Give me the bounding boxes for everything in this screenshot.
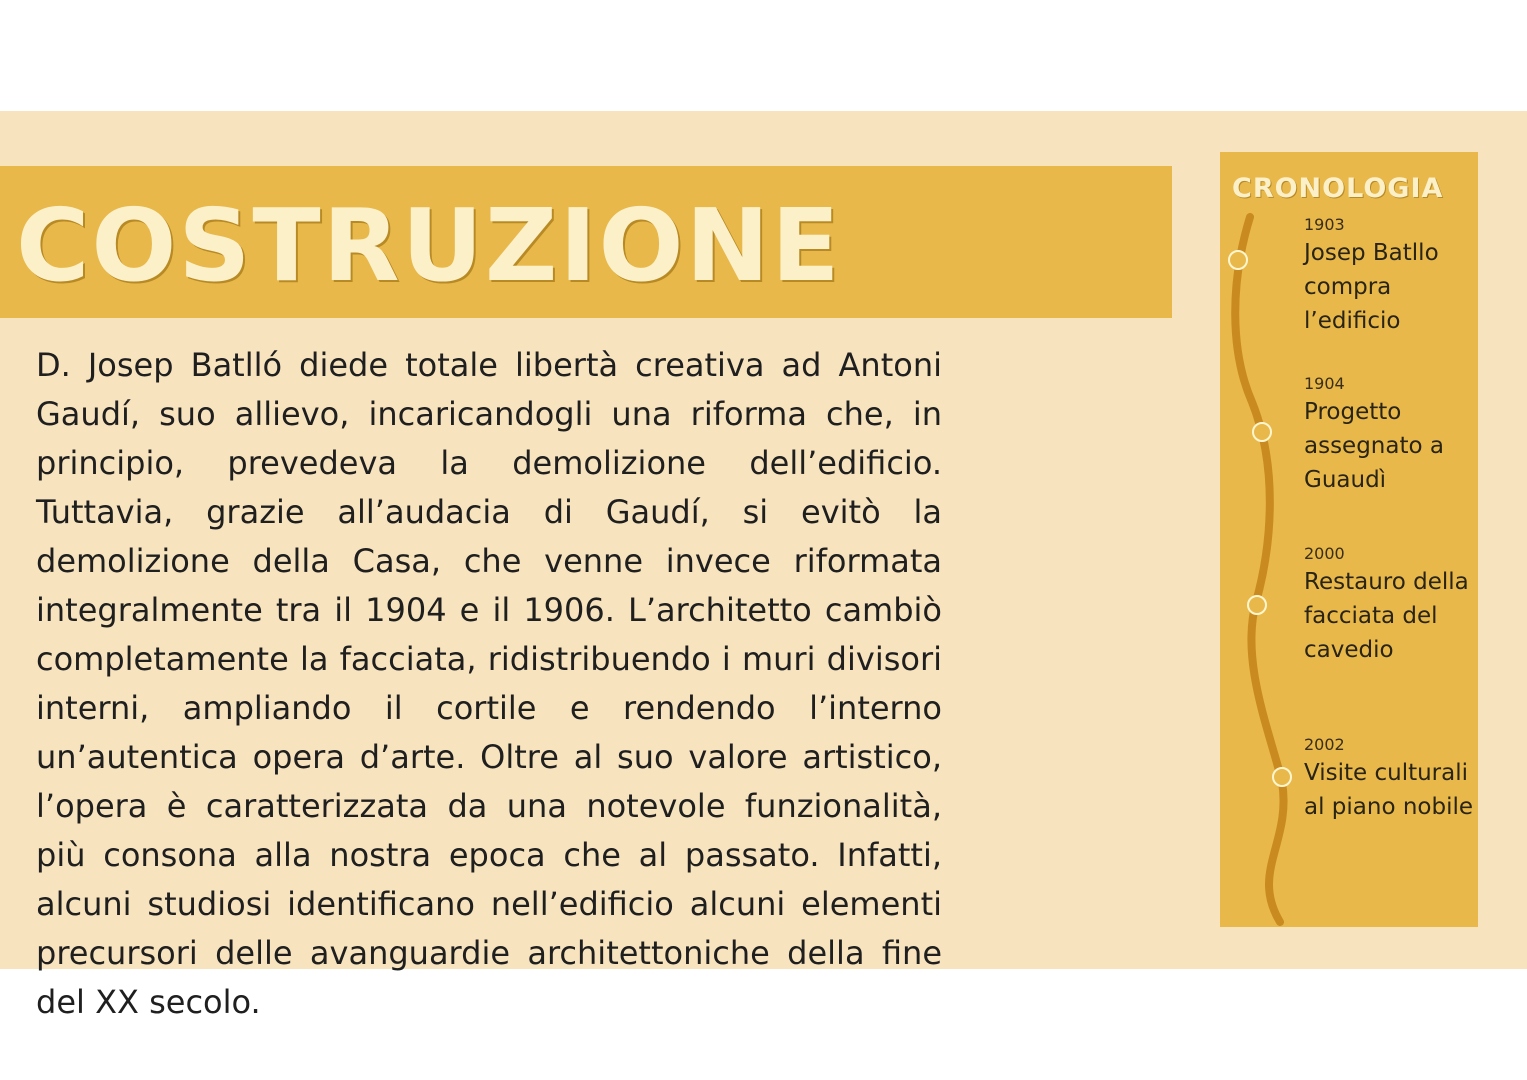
timeline-dot	[1252, 422, 1272, 442]
body-paragraph: D. Josep Batlló diede totale libertà creativa ad Antoni Gaudí, suo allievo, incaricandogli una riforma che, in principio, prevedeva la demolizione dell’edificio. Tuttavia, grazie all’audacia di Gaudí, si evitò la demolizione della Casa, che venne invece riformata integralmente tra il 1904 e il 1906. L’architetto cambiò completamente la facciata, ridistribuendo i muri divisori interni, ampliando il cortile e rendendo l’interno un’autentica opera d’arte. Oltre al suo valore artistico, l’opera è caratterizzata da una notevole funzionalità, più consona alla nostra epoca che al passato. Infatti, alcuni studiosi identificano nell’edificio alcuni elementi precursori delle avanguardie architettoniche della fine del XX secolo.	[36, 346, 942, 1021]
timeline-entry	[1304, 373, 1478, 497]
timeline-entry	[1304, 543, 1478, 667]
timeline-entry	[1304, 214, 1478, 338]
timeline-panel	[1220, 152, 1478, 927]
title-bar	[0, 166, 1172, 318]
timeline-entry	[1304, 734, 1478, 824]
page-title: COSTRUZIONE	[16, 187, 842, 304]
timeline-dot	[1228, 250, 1248, 270]
timeline-year: 1903	[1304, 215, 1345, 234]
slide	[0, 111, 1527, 1021]
timeline-year: 1904	[1304, 374, 1345, 393]
timeline-event: Restauro della facciata del cavedio	[1304, 569, 1469, 663]
timeline-dot	[1247, 595, 1267, 615]
timeline-year: 2002	[1304, 735, 1345, 754]
timeline-heading: CRONOLOGIA	[1232, 173, 1444, 204]
timeline-dot	[1272, 767, 1292, 787]
timeline-year: 2000	[1304, 544, 1345, 563]
timeline-event: Visite culturali al piano nobile	[1304, 760, 1474, 820]
timeline-event: Josep Batllo compra l’edificio	[1304, 240, 1439, 334]
timeline-event: Progetto assegnato a Guaudì	[1304, 399, 1444, 493]
